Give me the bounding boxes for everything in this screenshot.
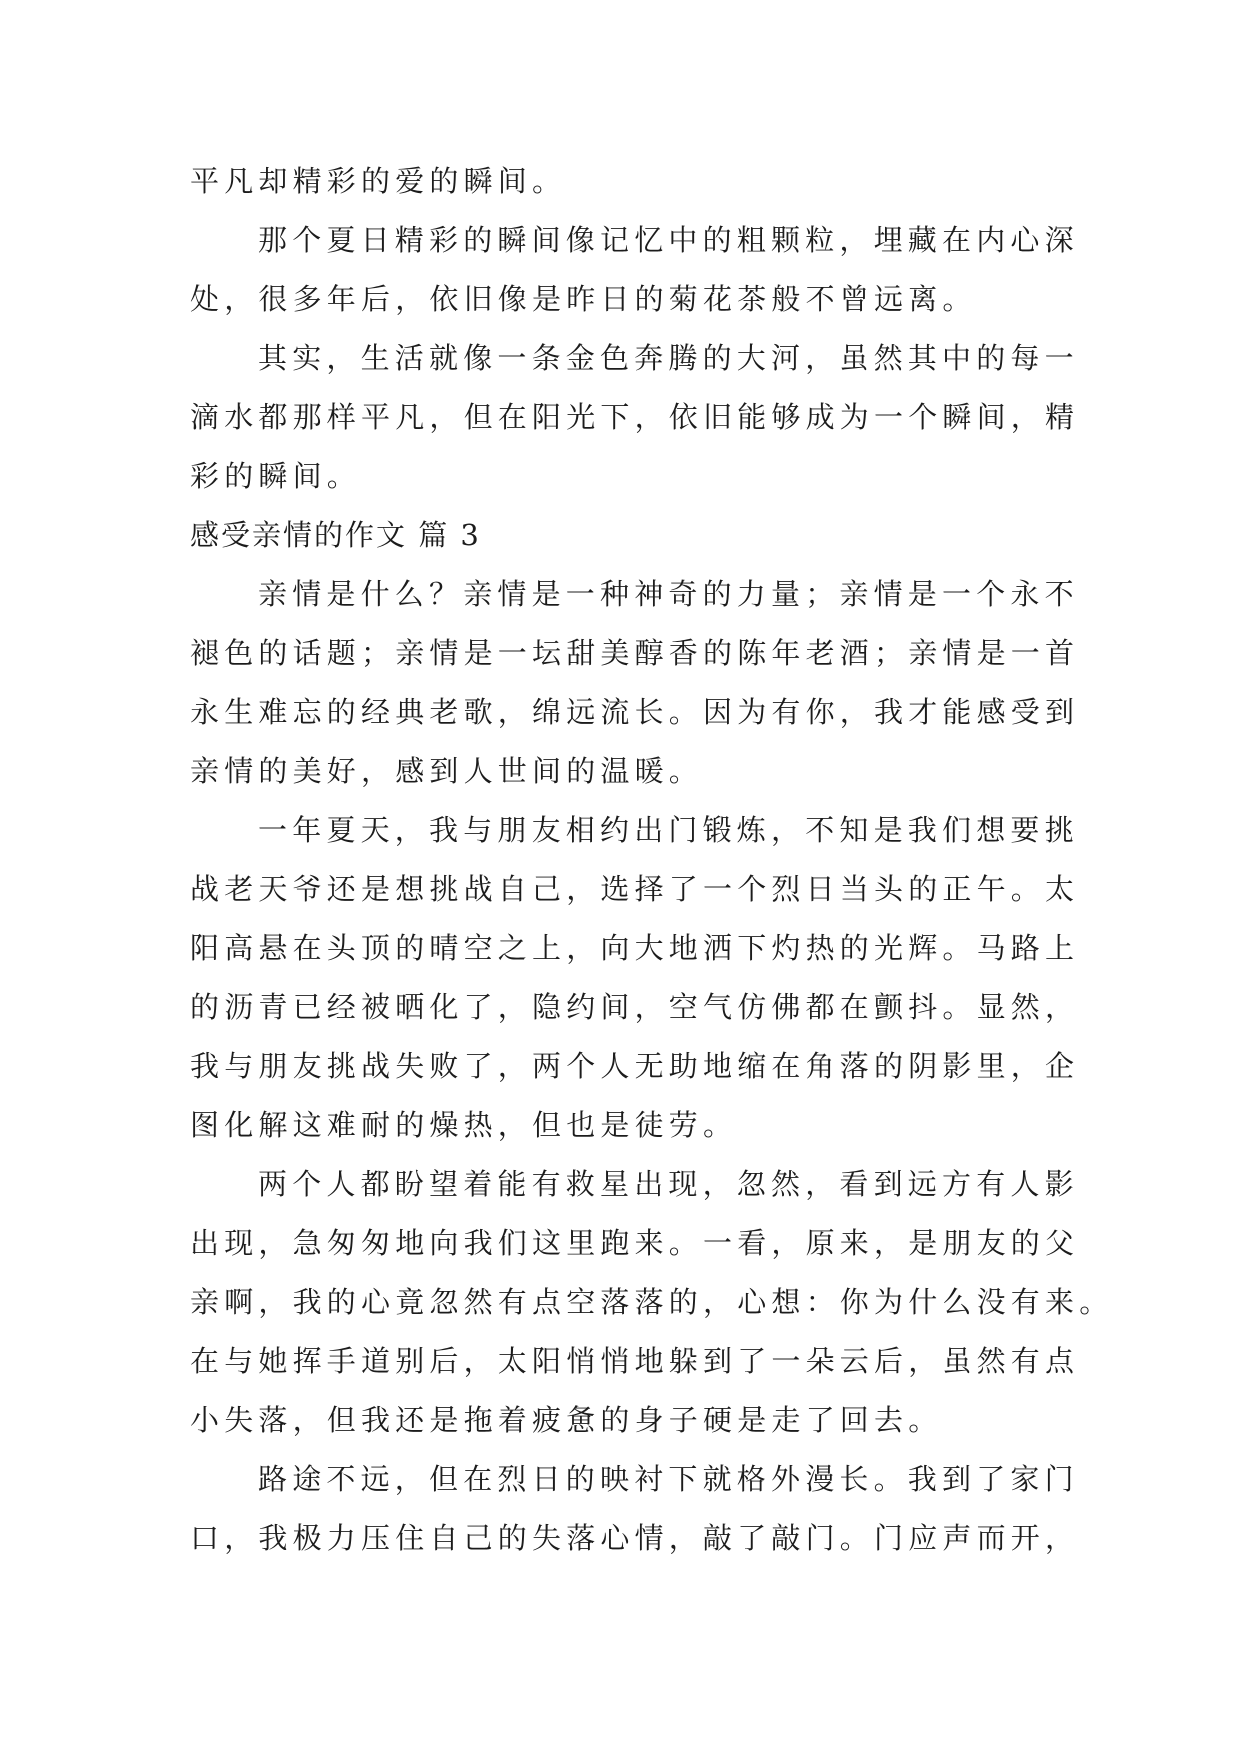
text-line: 亲情的美好，感到人世间的温暖。 bbox=[190, 754, 704, 788]
text-line: 路途不远，但在烈日的映衬下就格外漫长。我到了家门 bbox=[258, 1462, 1079, 1496]
paragraph bbox=[190, 211, 1079, 329]
paragraph bbox=[190, 801, 1080, 1155]
text-line: 的沥青已经被晒化了，隐约间，空气仿佛都在颤抖。显然， bbox=[190, 990, 1080, 1024]
paragraph bbox=[190, 329, 1080, 506]
text-line: 滴水都那样平凡，但在阳光下，依旧能够成为一个瞬间，精 bbox=[190, 400, 1080, 434]
text-line: 图化解这难耐的燥热，但也是徒劳。 bbox=[190, 1108, 738, 1142]
text-line: 褪色的话题；亲情是一坛甜美醇香的陈年老酒；亲情是一首 bbox=[190, 636, 1080, 670]
text-line: 平凡却精彩的爱的瞬间。 bbox=[190, 164, 567, 198]
text-line: 我与朋友挑战失败了，两个人无助地缩在角落的阴影里，企 bbox=[190, 1049, 1080, 1083]
paragraph bbox=[190, 1450, 1080, 1568]
text-line: 其实，生活就像一条金色奔腾的大河，虽然其中的每一 bbox=[258, 341, 1079, 375]
text-line: 亲情是什么？亲情是一种神奇的力量；亲情是一个永不 bbox=[258, 577, 1079, 611]
section-heading: 感受亲情的作文 篇 3 bbox=[190, 518, 481, 552]
text-line: 亲啊，我的心竟忽然有点空落落的，心想：你为什么没有来。 bbox=[190, 1285, 1114, 1319]
text-line: 处，很多年后，依旧像是昨日的菊花茶般不曾远离。 bbox=[190, 282, 977, 316]
text-line: 口，我极力压住自己的失落心情，敲了敲门。门应声而开， bbox=[190, 1521, 1080, 1555]
document-body bbox=[190, 152, 1114, 1568]
paragraph bbox=[190, 565, 1080, 801]
paragraph bbox=[190, 1155, 1114, 1450]
text-line: 小失落，但我还是拖着疲惫的身子硬是走了回去。 bbox=[190, 1403, 943, 1437]
text-line: 那个夏日精彩的瞬间像记忆中的粗颗粒，埋藏在内心深 bbox=[258, 223, 1079, 257]
text-line: 永生难忘的经典老歌，绵远流长。因为有你，我才能感受到 bbox=[190, 695, 1080, 729]
text-line: 彩的瞬间。 bbox=[190, 459, 362, 493]
text-line: 阳高悬在头顶的晴空之上，向大地洒下灼热的光辉。马路上 bbox=[190, 931, 1080, 965]
paragraph-continuation bbox=[190, 152, 1050, 211]
text-line: 出现，急匆匆地向我们这里跑来。一看，原来，是朋友的父 bbox=[190, 1226, 1080, 1260]
text-line: 两个人都盼望着能有救星出现，忽然，看到远方有人影 bbox=[258, 1167, 1079, 1201]
text-line: 战老天爷还是想挑战自己，选择了一个烈日当头的正午。太 bbox=[190, 872, 1080, 906]
text-line: 在与她挥手道别后，太阳悄悄地躲到了一朵云后，虽然有点 bbox=[190, 1344, 1080, 1378]
text-line: 一年夏天，我与朋友相约出门锻炼，不知是我们想要挑 bbox=[258, 813, 1079, 847]
